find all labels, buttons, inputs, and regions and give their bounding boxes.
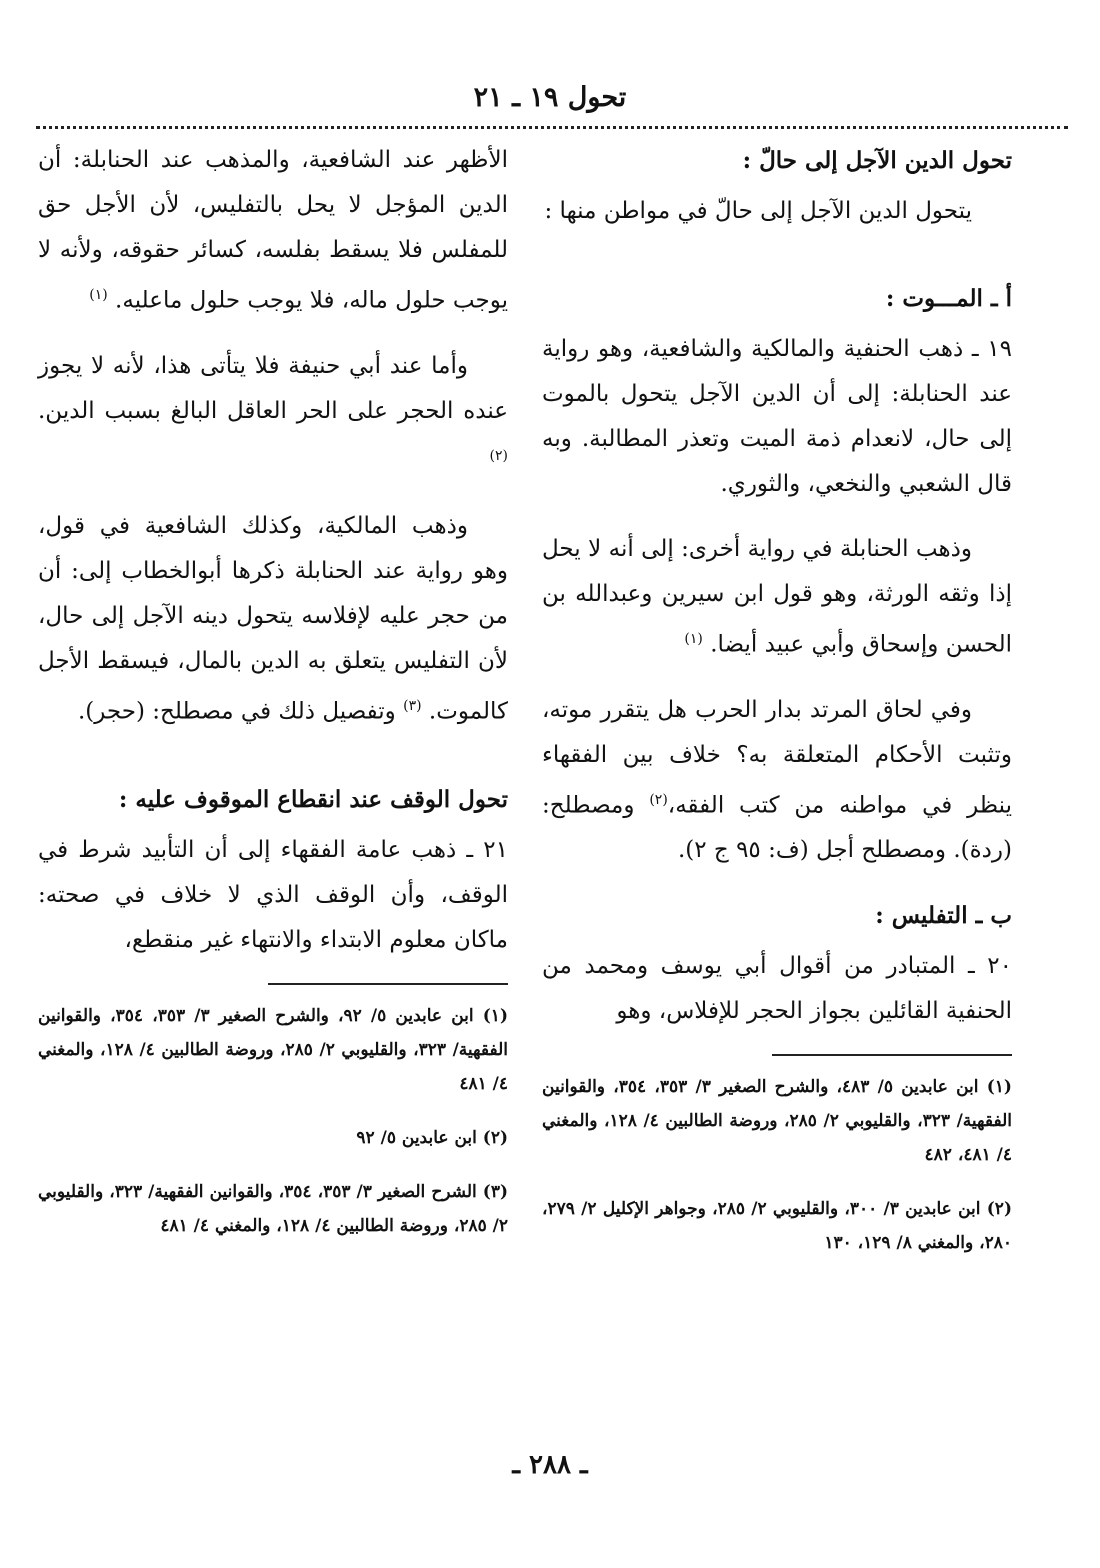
page-header-title: تحول ١٩ ـ ٢١	[473, 82, 627, 113]
paragraph-malikiya-tail: وتفصيل ذلك في مصطلح: (حجر).	[77, 698, 396, 725]
footnote-item: (١) ابن عابدين ٥/ ٤٨٣، والشرح الصغير ٣/ ٣٥٣، ٣٥٤، والقوانين الفقهية/ ٣٢٣، والقليوبي ٢/ ٢٨٥، وروضة الطالبين ٤/ ١٢٨، والمغني ٤/ ٤٨١، ٤٨٢	[542, 1077, 1012, 1166]
paragraph-murtad	[542, 688, 1012, 874]
paragraph-murtad-text: وفي لحاق المرتد بدار الحرب هل يتقرر موته، وتثبت الأحكام المتعلقة به؟ خلاف بين الفقهاء ينظر في مواطنه من كتب الفقه،	[542, 696, 1013, 819]
footnote-item: (١) ابن عابدين ٥/ ٩٢، والشرح الصغير ٣/ ٣٥٣، ٣٥٤، والقوانين الفقهية/ ٣٢٣، والقليوبي ٢/ ٢٨٥، وروضة الطالبين ٤/ ١٢٨، والمغني ٤/ ٤٨١	[38, 1005, 508, 1094]
intro-paragraph: يتحول الدين الآجل إلى حالّ في مواطن منها :	[544, 198, 972, 224]
paragraph-abu-hanifa	[38, 344, 508, 485]
paragraph-murtad-tail: ومصطلح: (ردة). ومصطلح أجل (ف: ٩٥ ج ٢).	[542, 792, 1012, 864]
paragraph-shafiiya	[38, 138, 508, 324]
footnote-divider	[268, 983, 508, 985]
paragraph-hanabila-text: وذهب الحنابلة في رواية أخرى: إلى أنه لا يحل إذا وثقه الورثة، وهو قول ابن سيرين وعبدالله بن الحسن وإسحاق وأبي عبيد أيضا.	[542, 536, 1012, 658]
footnote-item: (٣) الشرح الصغير ٣/ ٣٥٣، ٣٥٤، والقوانين الفقهية/ ٣٢٣، والقليوبي ٢/ ٢٨٥، وروضة الطالبين ٤/ ١٢٨، والمغني ٤/ ٤٨١	[38, 1181, 509, 1236]
paragraph-19: ١٩ ـ ذهب الحنفية والمالكية والشافعية، وهو رواية عند الحنابلة: إلى أن الدين الآجل يتحول بالموت إلى حال، لانعدام ذمة الميت وتعذر المطالبة. وبه قال الشعبي والنخعي، والثوري.	[542, 336, 1012, 497]
footnote-ref-2: (٢)	[489, 447, 508, 464]
paragraph-abu-hanifa-text: وأما عند أبي حنيفة فلا يتأتى هذا، لأنه لا يجوز عنده الحجر على الحر العاقل البالغ بسبب الدين.	[38, 352, 508, 424]
footnote-ref-1: (١)	[684, 631, 703, 647]
page-number: ـ ٢٨٨ ـ	[512, 1450, 588, 1480]
paragraph-21: ٢١ ـ ذهب عامة الفقهاء إلى أن التأبيد شرط في الوقف، وأن الوقف الذي لا خلاف في صحته: ماكان معلوم الابتداء والانتهاء غير منقطع،	[38, 836, 508, 953]
paragraph-malikiya-text: وذهب المالكية، وكذلك الشافعية في قول، وهو رواية عند الحنابلة ذكرها أبوالخطاب إلى: أن من حجر عليه لإفلاسه يتحول دينه الآجل إلى حال، لأن التفليس يتعلق به الدين بالمال، فيسقط الأجل كالموت.	[38, 513, 508, 725]
header-dotted-rule	[36, 126, 1068, 129]
footnote-divider	[772, 1054, 1012, 1056]
subheading-bankruptcy: ب ـ التفليس :	[875, 902, 1012, 930]
paragraph-shafiiya-text: الأظهر عند الشافعية، والمذهب عند الحنابلة: أن الدين المؤجل لا يحل بالتفليس، لأن الأجل حق للمفلس فلا يسقط بفلسه، كسائر حقوقه، ولأنه لا يوجب حلول ماله، فلا يوجب حلول ماعليه.	[38, 147, 508, 314]
left-column	[38, 138, 508, 1263]
section-heading-waqf: تحول الوقف عند انقطاع الموقوف عليه :	[118, 785, 508, 813]
paragraph-hanabila	[542, 527, 1012, 668]
footnote-ref-2: (٢)	[649, 791, 668, 808]
footnote-item: (٢) ابن عابدين ٣/ ٣٠٠، والقليوبي ٢/ ٢٨٥، وجواهر الإكليل ٢/ ٢٧٩، ٢٨٠، والمغني ٨/ ١٢٩، ١٣٠	[542, 1199, 1012, 1254]
section-heading-debt-conversion: تحول الدين الآجل إلى حالّ :	[742, 147, 1012, 174]
right-column	[542, 138, 1012, 1280]
footnote-ref-1: (١)	[89, 287, 108, 303]
footnote-ref-3: (٣)	[403, 698, 422, 715]
paragraph-20: ٢٠ ـ المتبادر من أقوال أبي يوسف ومحمد من الحنفية القائلين بجواز الحجر للإفلاس، وهو	[542, 953, 1012, 1025]
subheading-death: أ ـ المـــوت :	[885, 285, 1012, 312]
footnote-item: (٢) ابن عابدين ٥/ ٩٢	[356, 1127, 508, 1148]
paragraph-malikiya	[38, 504, 508, 735]
